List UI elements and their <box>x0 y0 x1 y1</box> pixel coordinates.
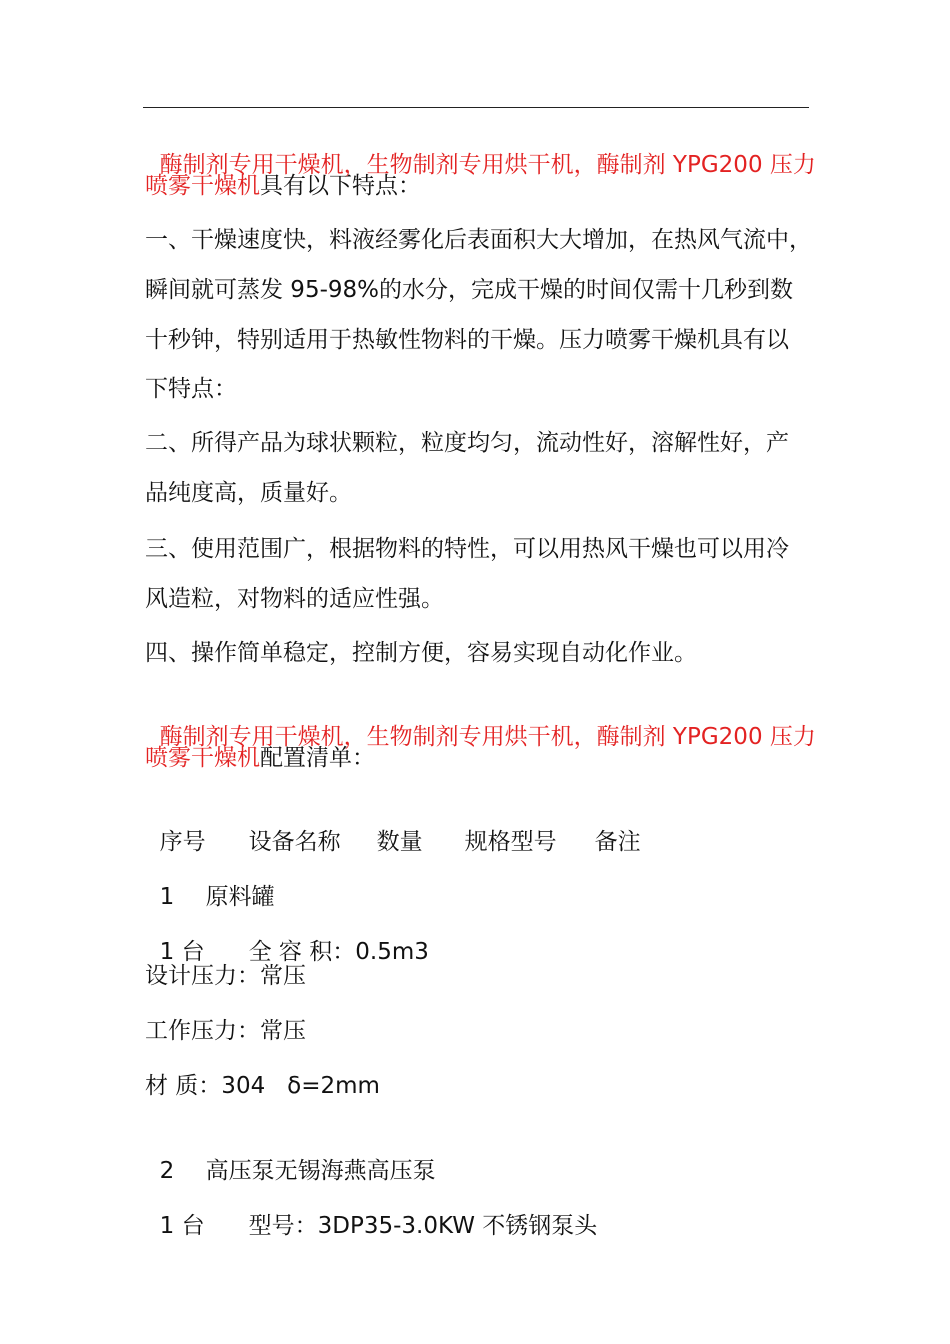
header-qty: 数量 <box>376 829 423 855</box>
header-note: 备注 <box>594 829 641 855</box>
item-qty: 1 台 <box>159 939 205 965</box>
feature-line: 三、使用范围广，根据物料的特性，可以用热风干燥也可以用冷 <box>145 536 789 562</box>
item-spec: 型号：3DP35-3.0KW 不锈钢泵头 <box>248 1213 598 1239</box>
config-title-red-text: 酶制剂专用干燥机，生物制剂专用烘干机，酶制剂 YPG200 压力 <box>159 724 816 750</box>
feature-line: 风造粒，对物料的适应性强。 <box>145 586 444 612</box>
table-row <box>145 907 429 967</box>
item-no: 1 <box>159 884 175 910</box>
table-row <box>145 1126 436 1186</box>
item-name: 原料罐 <box>205 884 275 910</box>
spec-line: 材 质：304 δ=2mm <box>145 1073 380 1099</box>
feature-line: 瞬间就可蒸发 95-98%的水分，完成干燥的时间仅需十几秒到数 <box>145 277 793 303</box>
feature-line: 二、所得产品为球状颗粒，粒度均匀，流动性好，溶解性好，产 <box>145 430 789 456</box>
config-title-line-2 <box>145 743 375 773</box>
feature-line: 十秒钟，特别适用于热敏性物料的干燥。压力喷雾干燥机具有以 <box>145 327 789 353</box>
item-no: 2 <box>159 1158 175 1184</box>
header-no: 序号 <box>159 829 206 855</box>
header-spec: 规格型号 <box>464 829 557 855</box>
table-row <box>145 1181 597 1241</box>
title-line-2 <box>145 171 421 201</box>
feature-line: 四、操作简单稳定，控制方便，容易实现自动化作业。 <box>145 640 697 666</box>
feature-line: 一、干燥速度快，料液经雾化后表面积大大增加，在热风气流中， <box>145 227 812 253</box>
title-red-text-2: 喷雾干燥机 <box>145 173 260 199</box>
feature-line: 品纯度高，质量好。 <box>145 480 352 506</box>
title-tail-text: 具有以下特点： <box>260 173 421 199</box>
config-title-tail-text: 配置清单： <box>260 745 375 771</box>
title-red-text: 酶制剂专用干燥机，生物制剂专用烘干机，酶制剂 YPG200 压力 <box>159 152 816 178</box>
header-rule <box>143 107 809 108</box>
header-name: 设备名称 <box>248 829 341 855</box>
feature-line: 下特点： <box>145 376 237 402</box>
table-header <box>145 797 641 857</box>
table-row <box>145 852 275 912</box>
config-title-red-text-2: 喷雾干燥机 <box>145 745 260 771</box>
item-name: 高压泵无锡海燕高压泵 <box>205 1158 436 1184</box>
item-spec: 全 容 积：0.5m3 <box>248 939 429 965</box>
spec-line: 工作压力：常压 <box>145 1018 306 1044</box>
spec-line: 设计压力：常压 <box>145 963 306 989</box>
item-qty: 1 台 <box>159 1213 205 1239</box>
